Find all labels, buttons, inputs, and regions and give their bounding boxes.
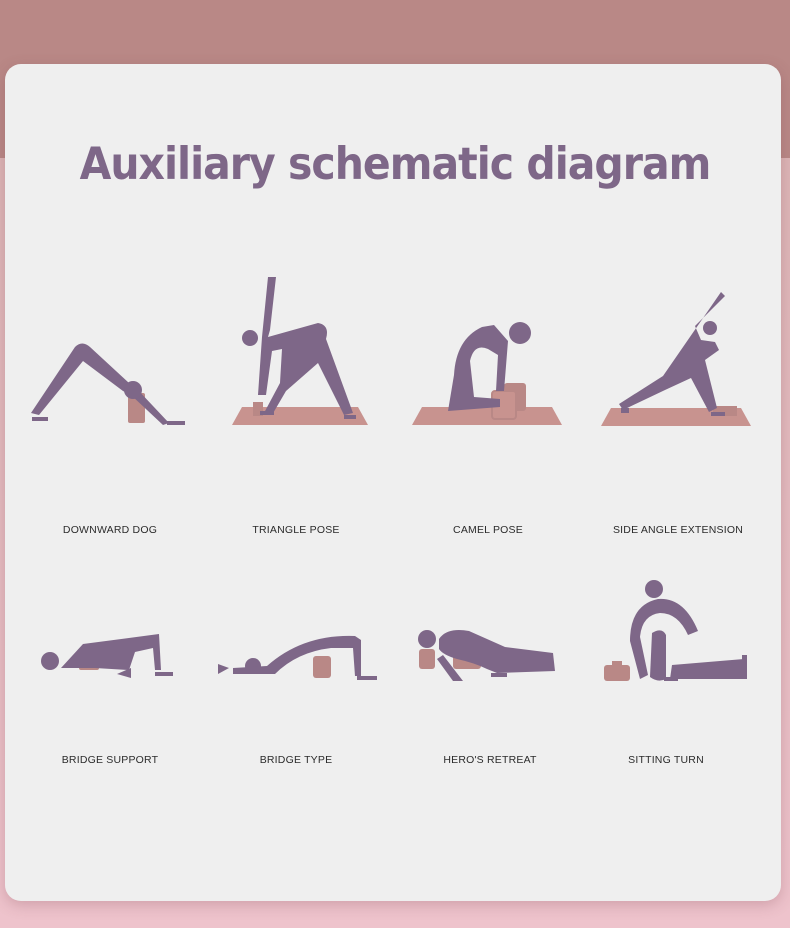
page-title: Auxiliary schematic diagram — [79, 138, 711, 190]
pose-label-bridge-support: BRIDGE SUPPORT — [61, 754, 159, 766]
downward-dog-illustration — [25, 335, 190, 430]
triangle-pose-illustration — [220, 275, 380, 430]
pose-label-downward-dog: DOWNWARD DOG — [62, 524, 158, 536]
camel-pose-illustration — [408, 315, 568, 430]
pose-label-sitting-turn: SITTING TURN — [628, 754, 704, 766]
sitting-turn-illustration — [600, 575, 755, 685]
pose-label-triangle-pose: TRIANGLE POSE — [252, 524, 340, 536]
pose-label-side-angle-extension: SIDE ANGLE EXTENSION — [612, 524, 744, 536]
heros-retreat-illustration — [413, 625, 563, 685]
bridge-type-illustration — [215, 630, 385, 690]
bridge-support-illustration — [35, 628, 180, 688]
side-angle-extension-illustration — [595, 290, 755, 430]
pose-label-camel-pose: CAMEL POSE — [453, 524, 523, 536]
pose-label-bridge-type: BRIDGE TYPE — [259, 754, 333, 766]
pose-label-heros-retreat: HERO'S RETREAT — [443, 754, 537, 766]
